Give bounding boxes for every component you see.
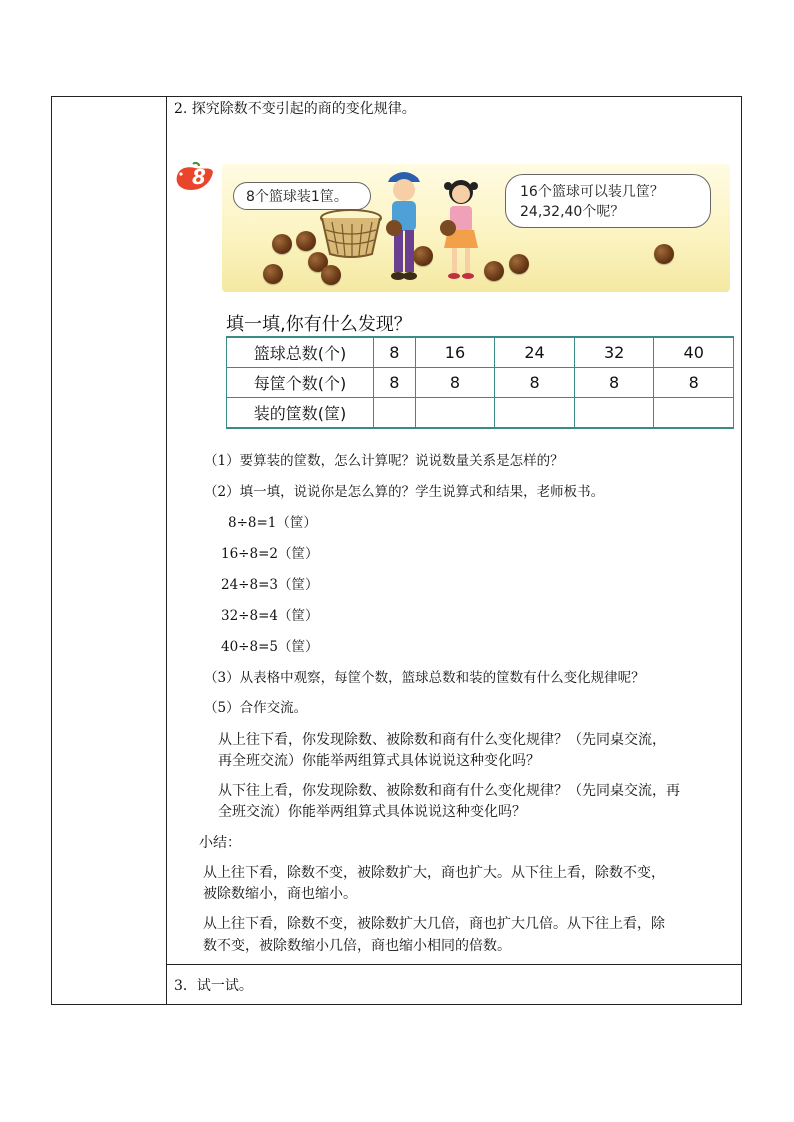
badge-number: 8 bbox=[192, 165, 206, 189]
paragraph-1-line-1: 从上往下看，你发现除数、被除数和商有什么变化规律？（先同桌交流， bbox=[218, 732, 666, 748]
paragraph-2-line-1: 从下往上看，你发现除数、被除数和商有什么变化规律？（先同桌交流，再 bbox=[218, 783, 680, 799]
basket-icon bbox=[318, 208, 384, 260]
table-cell: 16 bbox=[415, 337, 495, 368]
column-divider bbox=[166, 96, 167, 1005]
table-cell-blank bbox=[415, 398, 495, 429]
summary-2-line-2: 数不变，被除数缩小几倍，商也缩小相同的倍数。 bbox=[203, 938, 511, 954]
equation: 32÷8=4（筐） bbox=[221, 608, 319, 624]
question-2: （2）填一填，说说你是怎么算的？学生说算式和结果，老师板书。 bbox=[204, 484, 605, 500]
table-cell-blank bbox=[574, 398, 654, 429]
row-label: 装的筐数(筐) bbox=[227, 398, 374, 429]
table-cell-blank bbox=[495, 398, 575, 429]
table-cell: 40 bbox=[654, 337, 734, 368]
summary-label: 小结： bbox=[199, 835, 241, 851]
summary-2-line-1: 从上往下看，除数不变，被除数扩大几倍，商也扩大几倍。从下往上看，除 bbox=[203, 916, 665, 932]
basketball-icon bbox=[654, 244, 674, 264]
table-row bbox=[227, 398, 734, 429]
section-3-title: 3．试一试。 bbox=[174, 978, 253, 994]
table-cell: 8 bbox=[415, 368, 495, 398]
table-cell: 8 bbox=[574, 368, 654, 398]
basketball-table bbox=[226, 336, 734, 429]
equation: 40÷8=5（筐） bbox=[221, 639, 319, 655]
basketball-icon bbox=[321, 265, 341, 285]
paragraph-2-line-2: 全班交流）你能举两组算式具体说说这种变化吗？ bbox=[218, 804, 526, 820]
summary-1-line-1: 从上往下看，除数不变，被除数扩大，商也扩大。从下往上看，除数不变， bbox=[203, 865, 665, 881]
paragraph-1-line-2: 再全班交流）你能举两组算式具体说说这种变化吗？ bbox=[218, 753, 540, 769]
table-cell-blank bbox=[654, 398, 734, 429]
row-label: 篮球总数(个) bbox=[227, 337, 374, 368]
speech-bubble-left bbox=[233, 182, 371, 210]
equation: 24÷8=3（筐） bbox=[221, 577, 319, 593]
speech-bubble-right-line-1: 16个篮球可以装几筐？ bbox=[520, 184, 664, 200]
basketball-icon bbox=[296, 231, 316, 251]
table-cell: 8 bbox=[374, 368, 416, 398]
question-1: （1）要算装的筐数，怎么计算呢？说说数量关系是怎样的？ bbox=[204, 453, 564, 469]
table-row bbox=[227, 368, 734, 398]
equation: 8÷8=1（筐） bbox=[228, 515, 317, 531]
table-cell: 8 bbox=[495, 368, 575, 398]
basketball-icon bbox=[509, 254, 529, 274]
boy-figure-icon bbox=[382, 168, 426, 286]
question-3: （3）从表格中观察，每筐个数，篮球总数和装的筐数有什么变化规律呢？ bbox=[204, 670, 645, 686]
fill-in-title: 填一填,你有什么发现？ bbox=[226, 314, 412, 335]
speech-bubble-right bbox=[505, 174, 711, 228]
table-cell-blank bbox=[374, 398, 416, 429]
section-2-title: 2. 探究除数不变引起的商的变化规律。 bbox=[174, 101, 416, 117]
basketball-icon bbox=[484, 261, 504, 281]
speech-bubble-left-text: 8个篮球装1筐。 bbox=[246, 189, 348, 205]
question-5: （5）合作交流。 bbox=[204, 700, 308, 716]
table-cell: 8 bbox=[654, 368, 734, 398]
girl-figure-icon bbox=[438, 172, 484, 284]
basketball-icon bbox=[263, 264, 283, 284]
row-label: 每筐个数(个) bbox=[227, 368, 374, 398]
basketball-icon bbox=[272, 234, 292, 254]
summary-1-line-2: 被除数缩小，商也缩小。 bbox=[203, 886, 357, 902]
speech-bubble-right-line-2: 24,32,40个呢？ bbox=[520, 204, 625, 220]
table-cell: 8 bbox=[374, 337, 416, 368]
table-cell: 24 bbox=[495, 337, 575, 368]
row-divider bbox=[166, 964, 742, 965]
table-cell: 32 bbox=[574, 337, 654, 368]
equation: 16÷8=2（筐） bbox=[221, 546, 319, 562]
table-row bbox=[227, 337, 734, 368]
